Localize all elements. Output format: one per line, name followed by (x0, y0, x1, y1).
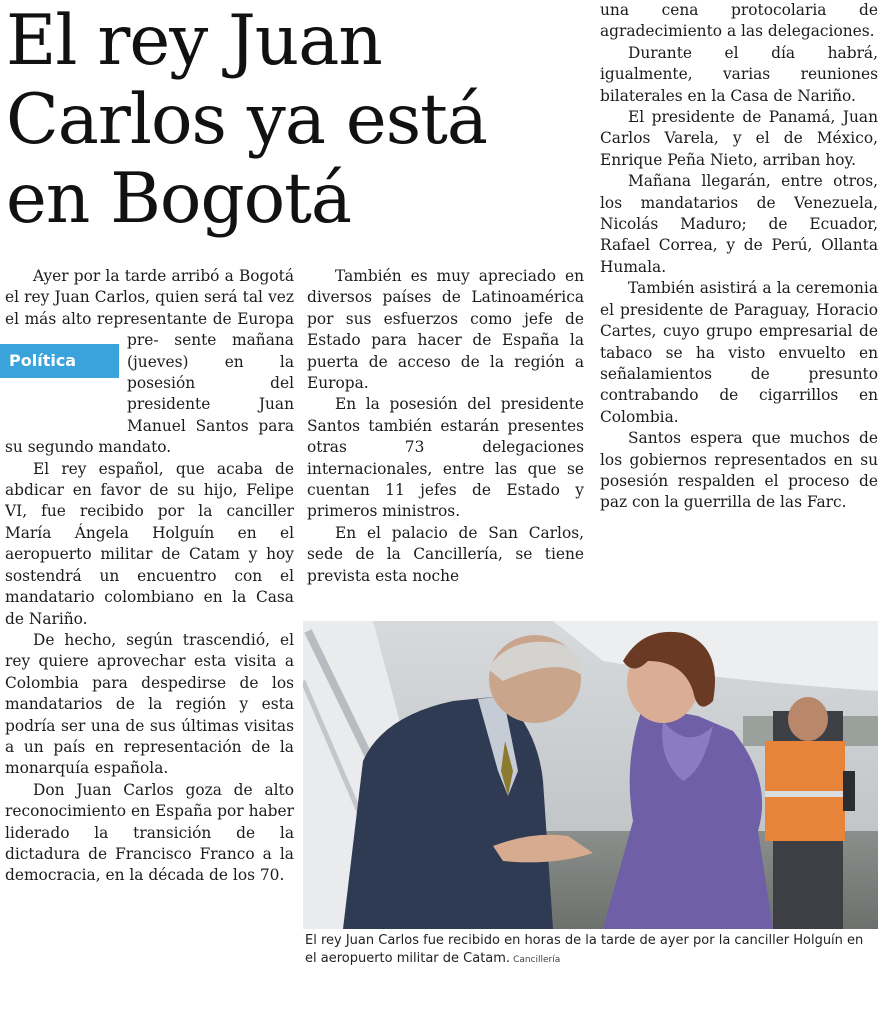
crew-arm (843, 771, 855, 811)
column3-paragraph-4: También asistirá a la ceremonia el presidente de Paraguay, Horacio Cartes, cuyo grupo empresarial de tabaco se ha visto envuelto en señalamientos de presunto contrabando de cigarrillos en Colombia. (600, 279, 878, 426)
photo-caption-text: El rey Juan Carlos fue recibido en horas de la tarde de ayer por la canciller Holguín en el aeropuerto militar de Catam. (305, 933, 864, 966)
photo-caption (305, 932, 877, 969)
article-column-1 (5, 266, 294, 887)
column3-paragraph-3: Mañana llegarán, entre otros, los mandatarios de Venezuela, Nicolás Maduro; de Ecuador, Rafael Correa, y de Perú, Ollanta Humala. (600, 172, 878, 276)
photo-illustration (303, 621, 878, 929)
column1-paragraph-3: De hecho, según trascendió, el rey quiere aprovechar esta visita a Colombia para despedirse de los mandatarios de la región y esta podría ser una de sus últimas visitas a un país en representación de la monarquía española. (5, 630, 294, 778)
article-column-2 (307, 266, 584, 587)
ground-crew-head (788, 697, 828, 741)
column3-paragraph-2: El presidente de Panamá, Juan Carlos Varela, y el de México, Enrique Peña Nieto, arriban hoy. (600, 108, 878, 169)
headline-line-2: Carlos ya está (6, 80, 488, 160)
photo-credit: Cancillería (513, 955, 561, 965)
column3-paragraph-5: Santos espera que muchos de los gobiernos representados en su posesión respalden el proceso de paz con la guerrilla de las Farc. (600, 429, 878, 512)
headline (6, 2, 566, 239)
column1-paragraph-4: Don Juan Carlos goza de alto reconocimiento en España por haber liderado la transición de la dictadura de Francisco Franco a la democracia, en la década de los 70. (5, 780, 294, 885)
column3-paragraph-1: Durante el día habrá, igualmente, varias reuniones bilaterales en la Casa de Nariño. (600, 43, 878, 105)
vest-reflective-stripe (765, 791, 845, 797)
column1-paragraph-1-end: sente mañana (jueves) en la posesión del presidente Juan Manuel Santos para su segundo mandato. (5, 331, 294, 457)
column2-paragraph-2: En la posesión del presidente Santos también estarán presentes otras 73 delegaciones internacionales, entre las que se cuentan 11 jefes de Estado y primeros ministros. (307, 395, 584, 521)
news-photo[interactable] (303, 621, 878, 929)
column1-paragraph-1 (5, 266, 294, 459)
headline-line-3: en Bogotá (6, 159, 352, 239)
column3-paragraph-continued: una cena protocolaria de agradecimiento a las delegaciones. (600, 1, 878, 41)
article-column-3 (600, 0, 878, 514)
column1-paragraph-1-start: Ayer por la tarde arribó a Bogotá el rey Juan Carlos, quien será tal vez el más alto representante de Europa pre- (5, 267, 294, 350)
column1-paragraph-2: El rey español, que acaba de abdicar en favor de su hijo, Felipe VI, fue recibido por la canciller María Ángela Holguín en el aeropuerto militar de Catam y hoy sostendrá un encuentro con el mandatario colombiano en la Casa de Nariño. (5, 459, 294, 628)
column2-paragraph-1: También es muy apreciado en diversos países de Latinoamérica por sus esfuerzos como jefe de Estado para hacer de España la puerta de acceso de la región a Europa. (307, 267, 584, 393)
column2-paragraph-3: En el palacio de San Carlos, sede de la Cancillería, se tiene prevista esta noche (307, 523, 584, 585)
section-tag-politica[interactable]: Política (0, 344, 119, 378)
headline-line-1: El rey Juan (6, 1, 382, 81)
